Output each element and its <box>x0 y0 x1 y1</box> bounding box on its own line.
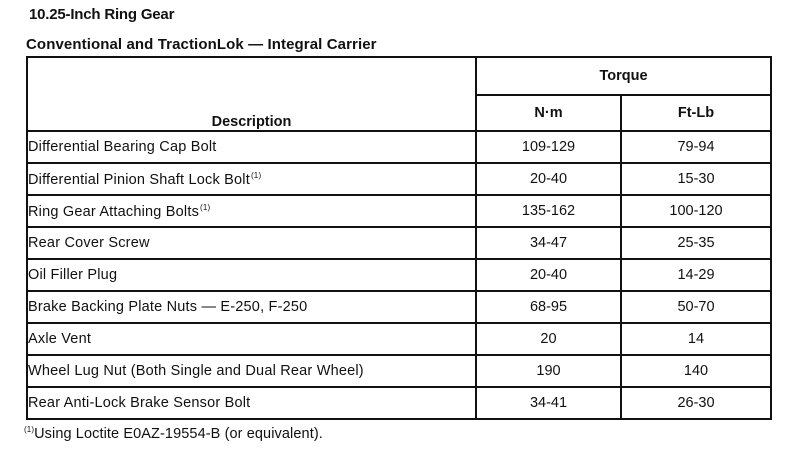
description-cell <box>27 387 476 419</box>
table-row <box>27 323 771 355</box>
ftlb-cell: 50-70 <box>621 291 771 323</box>
description-cell <box>27 163 476 195</box>
nm-cell: 34-41 <box>476 387 621 419</box>
table-body <box>27 131 771 419</box>
nm-header: N·m <box>476 95 621 131</box>
nm-cell: 20 <box>476 323 621 355</box>
description-cell <box>27 323 476 355</box>
table-subtitle: Conventional and TractionLok — Integral Carrier <box>26 36 377 53</box>
nm-cell: 135-162 <box>476 195 621 227</box>
table-row <box>27 355 771 387</box>
description-text: Oil Filler Plug <box>28 267 118 283</box>
description-text: Differential Bearing Cap Bolt <box>28 139 217 155</box>
description-text: Ring Gear Attaching Bolts <box>28 203 200 220</box>
nm-cell: 34-47 <box>476 227 621 259</box>
ftlb-cell: 14 <box>621 323 771 355</box>
nm-cell: 109-129 <box>476 131 621 163</box>
description-text: Axle Vent <box>28 331 92 347</box>
ftlb-cell: 100-120 <box>621 195 771 227</box>
nm-cell: 20-40 <box>476 163 621 195</box>
table-row <box>27 195 771 227</box>
table-row <box>27 163 771 195</box>
torque-group-header: Torque <box>476 57 771 95</box>
ftlb-cell: 140 <box>621 355 771 387</box>
description-cell <box>27 259 476 291</box>
footnote-ref: (1) <box>250 170 262 180</box>
ftlb-cell: 79-94 <box>621 131 771 163</box>
table-row <box>27 291 771 323</box>
description-text: Brake Backing Plate Nuts — E-250, F-250 <box>28 299 308 315</box>
table-row <box>27 387 771 419</box>
description-cell <box>27 291 476 323</box>
ftlb-cell: 25-35 <box>621 227 771 259</box>
footnote <box>24 425 323 442</box>
table-row <box>27 227 771 259</box>
nm-cell: 20-40 <box>476 259 621 291</box>
table-row <box>27 131 771 163</box>
ftlb-header: Ft-Lb <box>621 95 771 131</box>
description-text: Differential Pinion Shaft Lock Bolt <box>28 171 250 188</box>
description-text: Rear Cover Screw <box>28 235 150 251</box>
page-title: 10.25-Inch Ring Gear <box>29 6 175 23</box>
nm-cell: 190 <box>476 355 621 387</box>
description-cell <box>27 227 476 259</box>
footnote-ref: (1) <box>200 202 211 212</box>
description-cell <box>27 355 476 387</box>
nm-cell: 68-95 <box>476 291 621 323</box>
description-cell <box>27 195 476 227</box>
footnote-mark: (1) <box>24 425 35 434</box>
description-text: Rear Anti-Lock Brake Sensor Bolt <box>28 395 251 411</box>
ftlb-cell: 26-30 <box>621 387 771 419</box>
torque-spec-table <box>26 56 772 420</box>
description-text: Wheel Lug Nut (Both Single and Dual Rear Wheel) <box>28 363 364 379</box>
footnote-text: Using Loctite E0AZ-19554-B (or equivalent). <box>34 426 323 442</box>
table-row <box>27 259 771 291</box>
ftlb-cell: 15-30 <box>621 163 771 195</box>
ftlb-cell: 14-29 <box>621 259 771 291</box>
description-cell <box>27 131 476 163</box>
description-header: Description <box>27 57 476 131</box>
